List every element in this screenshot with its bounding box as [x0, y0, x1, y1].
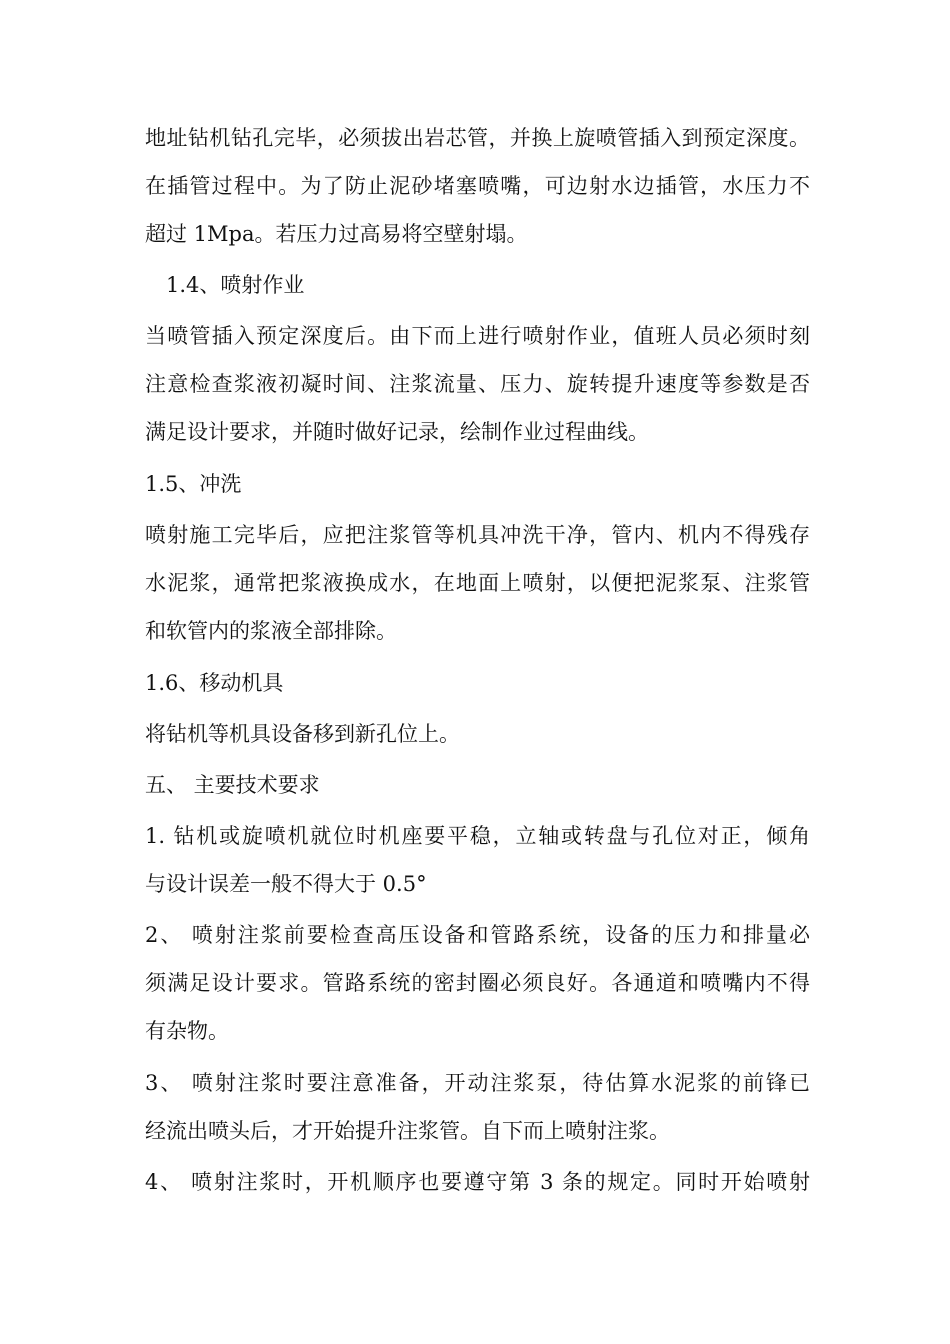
section-heading-five: 五、 主要技术要求 [145, 773, 320, 797]
section-heading-1-6: 1.6、移动机具 [145, 671, 284, 695]
requirement-2-line-3: 有杂物。 [145, 1019, 229, 1043]
requirement-3-line-2: 经流出喷头后，才开始提升注浆管。自下而上喷射注浆。 [145, 1119, 670, 1143]
paragraph-line-7: 满足设计要求，并随时做好记录，绘制作业过程曲线。 [145, 420, 649, 444]
paragraph-line-9: 喷射施工完毕后，应把注浆管等机具冲洗干净，管内、机内不得残存 [145, 523, 810, 547]
requirement-3-line-1: 3、 喷射注浆时要注意准备，开动注浆泵，待估算水泥浆的前锋已 [145, 1071, 810, 1095]
section-heading-1-5: 1.5、冲洗 [145, 472, 242, 496]
requirement-2-line-1: 2、 喷射注浆前要检查高压设备和管路系统，设备的压力和排量必 [145, 923, 810, 947]
paragraph-line-11: 和软管内的浆液全部排除。 [145, 619, 397, 643]
requirement-4-line-1: 4、 喷射注浆时，开机顺序也要遵守第 3 条的规定。同时开始喷射 [145, 1170, 810, 1194]
requirement-1-line-2: 与设计误差一般不得大于 0.5° [145, 872, 427, 896]
section-heading-1-4: 1.4、喷射作业 [166, 273, 305, 297]
paragraph-line-10: 水泥浆，通常把浆液换成水，在地面上喷射，以便把泥浆泵、注浆管 [145, 571, 810, 595]
paragraph-line-3: 超过 1Mpa。若压力过高易将空壁射塌。 [145, 222, 528, 246]
requirement-1-line-1: 1. 钻机或旋喷机就位时机座要平稳，立轴或转盘与孔位对正，倾角 [145, 824, 810, 848]
paragraph-line-6: 注意检查浆液初凝时间、注浆流量、压力、旋转提升速度等参数是否 [145, 372, 810, 396]
paragraph-line-2: 在插管过程中。为了防止泥砂堵塞喷嘴，可边射水边插管，水压力不 [145, 174, 810, 198]
paragraph-line-13: 将钻机等机具设备移到新孔位上。 [145, 722, 460, 746]
requirement-2-line-2: 须满足设计要求。管路系统的密封圈必须良好。各通道和喷嘴内不得 [145, 971, 810, 995]
paragraph-line-5: 当喷管插入预定深度后。由下而上进行喷射作业，值班人员必须时刻 [145, 324, 810, 348]
paragraph-line-1: 地址钻机钻孔完毕，必须拔出岩芯管，并换上旋喷管插入到预定深度。 [145, 126, 810, 150]
